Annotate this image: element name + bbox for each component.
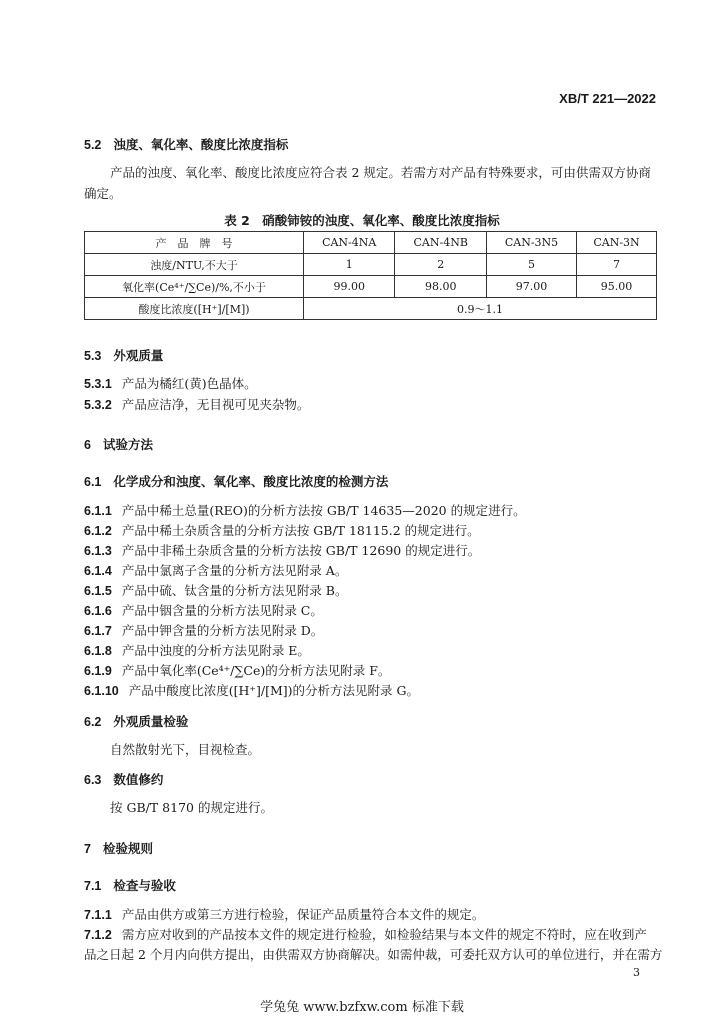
section-title: 检验规则 [102, 841, 153, 856]
section-number: 5.2 [84, 138, 102, 152]
section-title: 检查与验收 [113, 878, 176, 893]
clause-number: 6.1.10 [84, 684, 119, 698]
section-number: 6.3 [84, 773, 102, 787]
section-title: 化学成分和浊度、氧化率、酸度比浓度的检测方法 [113, 474, 389, 489]
table-header-cell: CAN-4NA [304, 232, 395, 254]
clause-text: 产品为橘红(黄)色晶体。 [121, 376, 257, 391]
section-number: 5.3 [84, 349, 102, 363]
clause-text: 需方应对收到的产品按本文件的规定进行检验，如检验结果与本文件的规定不符时，应在收到产 [121, 927, 647, 942]
table-row [85, 254, 657, 276]
table-cell: 2 [395, 254, 487, 276]
table-row [85, 298, 657, 320]
clause-text: 产品中非稀土杂质含量的分析方法按 GB/T 12690 的规定进行。 [121, 543, 481, 558]
table-header-label: 产 品 牌 号 [85, 232, 304, 254]
clause-number: 6.1.3 [84, 544, 112, 558]
clause-number: 6.1.7 [84, 624, 112, 638]
section-number: 6.2 [84, 715, 102, 729]
page-number: 3 [633, 966, 640, 979]
section-6-1-heading [84, 472, 388, 490]
section-7-heading [84, 839, 153, 857]
clause-text: 产品中稀土总量(REO)的分析方法按 GB/T 14635—2020 的规定进行。 [121, 503, 526, 518]
document-code: XB/T 221—2022 [559, 91, 656, 106]
clause-number: 6.1.1 [84, 504, 112, 518]
section-5-3-heading [84, 346, 163, 364]
table-header-cell: CAN-3N5 [487, 232, 577, 254]
clause-6-1-2 [84, 521, 480, 539]
section-number: 6.1 [84, 475, 102, 489]
section-7-1-heading [84, 876, 176, 894]
clause-text: 产品中酸度比浓度([H⁺]/[M])的分析方法见附录 G。 [128, 683, 419, 698]
clause-7-1-2-continued: 品之日起 2 个月内向供方提出，由供需双方协商解决。如需仲裁，可委托双方认可的单位进行，并在需方 [84, 947, 663, 962]
section-6-3-paragraph: 按 GB/T 8170 的规定进行。 [110, 800, 273, 815]
clause-text: 产品中氯离子含量的分析方法见附录 A。 [121, 563, 348, 578]
section-title: 外观质量检验 [113, 714, 189, 729]
clause-6-1-4 [84, 561, 347, 579]
table-cell-merged: 0.9～1.1 [304, 298, 657, 320]
section-number: 6 [84, 438, 91, 452]
clause-number: 5.3.1 [84, 377, 112, 391]
clause-text: 产品中铟含量的分析方法见附录 C。 [121, 603, 323, 618]
clause-text: 产品中硫、钛含量的分析方法见附录 B。 [121, 583, 348, 598]
section-number: 7.1 [84, 879, 102, 893]
section-6-heading [84, 435, 153, 453]
clause-text: 产品中钾含量的分析方法见附录 D。 [121, 623, 324, 638]
table-row-label: 浊度/NTU,不大于 [85, 254, 304, 276]
clause-6-1-8 [84, 641, 310, 659]
table-row-label: 酸度比浓度([H⁺]/[M]) [85, 298, 304, 320]
clause-6-1-9 [84, 661, 390, 679]
section-number: 7 [84, 842, 91, 856]
clause-text: 产品由供方或第三方进行检验，保证产品质量符合本文件的规定。 [121, 907, 485, 922]
clause-6-1-1 [84, 501, 526, 519]
table-2 [84, 231, 657, 320]
section-5-2-heading [84, 135, 288, 153]
clause-number: 6.1.8 [84, 644, 112, 658]
clause-6-1-3 [84, 541, 480, 559]
section-title: 试验方法 [102, 437, 153, 452]
clause-number: 6.1.2 [84, 524, 112, 538]
clause-7-1-2 [84, 925, 647, 943]
clause-number: 7.1.1 [84, 908, 112, 922]
clause-number: 6.1.9 [84, 664, 112, 678]
section-6-2-paragraph: 自然散射光下，目视检查。 [110, 742, 261, 757]
clause-5-3-2 [84, 395, 309, 413]
table-cell: 99.00 [304, 276, 395, 298]
section-6-2-heading [84, 712, 188, 730]
table-cell: 97.00 [487, 276, 577, 298]
clause-number: 6.1.5 [84, 584, 112, 598]
section-5-2-paragraph: 产品的浊度、氧化率、酸度比浓度应符合表 2 规定。若需方对产品有特殊要求，可由供需双方协商确定。 [84, 165, 651, 201]
clause-7-1-1 [84, 905, 484, 923]
clause-text: 产品中稀土杂质含量的分析方法按 GB/T 18115.2 的规定进行。 [121, 523, 480, 538]
section-title: 外观质量 [113, 348, 164, 363]
table-caption: 表 2 硝酸铈铵的浊度、氧化率、酸度比浓度指标 [224, 213, 500, 228]
table-cell: 5 [487, 254, 577, 276]
table-cell: 7 [577, 254, 657, 276]
section-title: 浊度、氧化率、酸度比浓度指标 [113, 137, 289, 152]
clause-number: 6.1.4 [84, 564, 112, 578]
section-6-3-heading [84, 770, 163, 788]
footer-watermark: 学兔兔 www.bzfxw.com 标准下载 [260, 1000, 464, 1015]
clause-6-1-6 [84, 601, 323, 619]
table-row [85, 276, 657, 298]
clause-text: 产品应洁净，无目视可见夹杂物。 [121, 397, 310, 412]
table-cell: 98.00 [395, 276, 487, 298]
clause-text: 产品中浊度的分析方法见附录 E。 [121, 643, 310, 658]
clause-number: 6.1.6 [84, 604, 112, 618]
table-header-cell: CAN-3N [577, 232, 657, 254]
table-header-row [85, 232, 657, 254]
clause-5-3-1 [84, 374, 257, 392]
clause-number: 7.1.2 [84, 928, 112, 942]
clause-6-1-5 [84, 581, 347, 599]
table-cell: 95.00 [577, 276, 657, 298]
section-title: 数值修约 [113, 772, 164, 787]
table-cell: 1 [304, 254, 395, 276]
table-row-label: 氧化率(Ce⁴⁺/∑Ce)/%,不小于 [85, 276, 304, 298]
clause-6-1-7 [84, 621, 323, 639]
clause-number: 5.3.2 [84, 398, 112, 412]
clause-6-1-10 [84, 681, 419, 699]
table-header-cell: CAN-4NB [395, 232, 487, 254]
clause-text: 产品中氧化率(Ce⁴⁺/∑Ce)的分析方法见附录 F。 [121, 663, 391, 678]
